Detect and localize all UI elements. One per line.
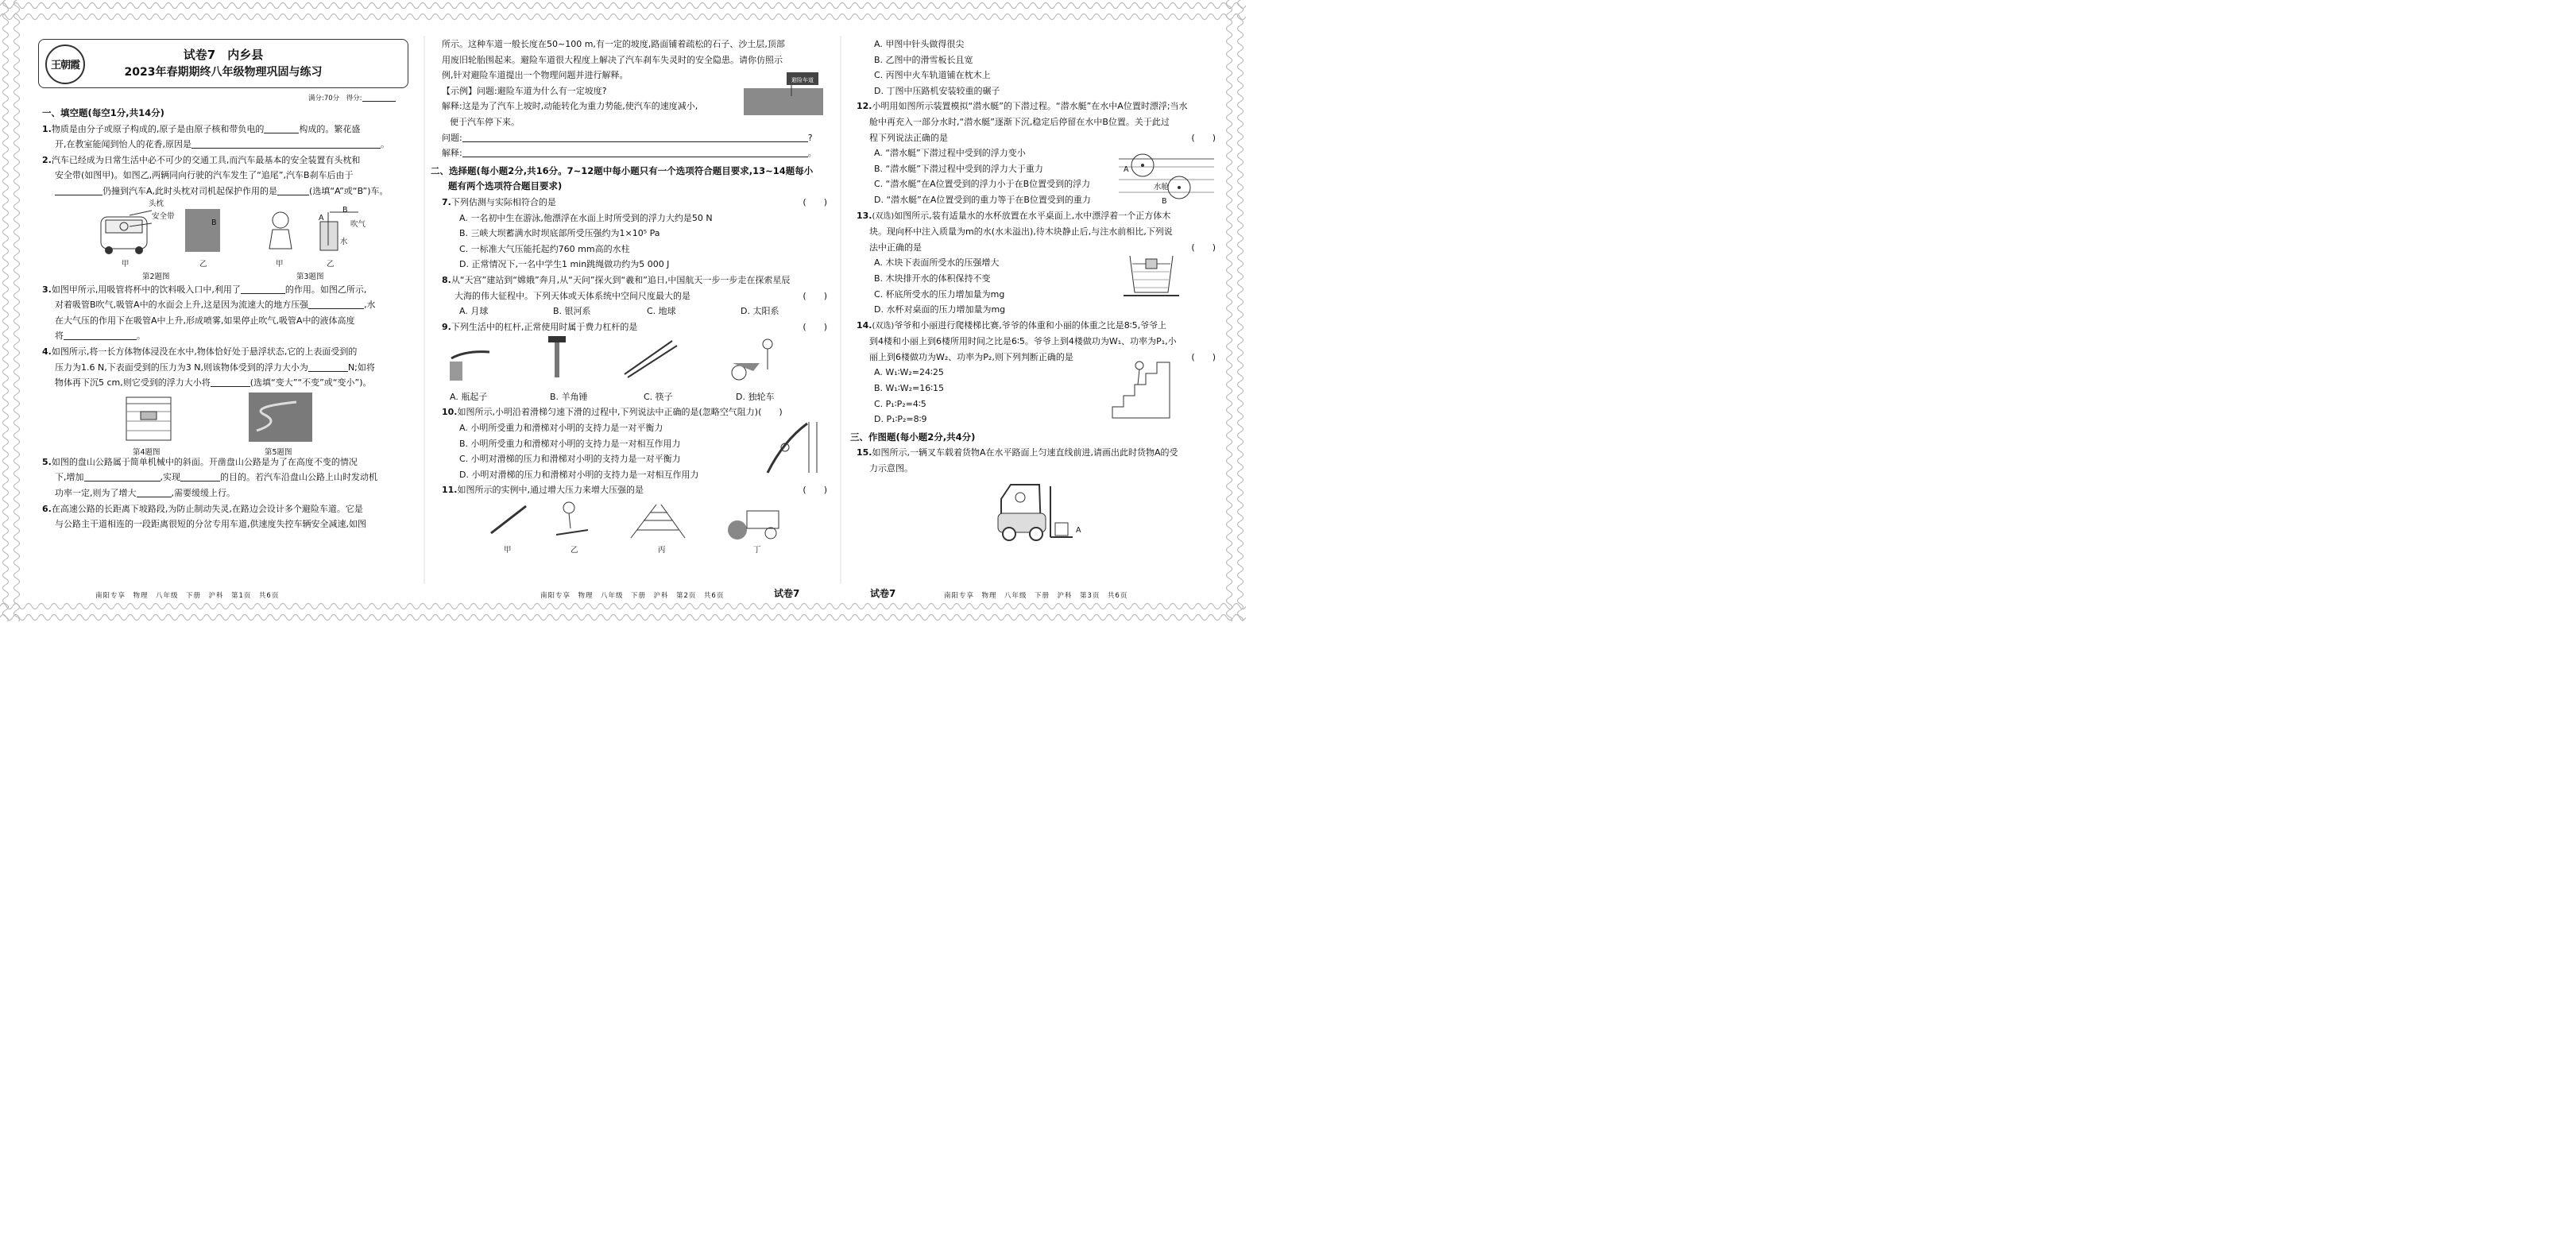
q11-option-d[interactable]: D. 丁图中压路机安装较重的碾子 <box>874 85 1000 96</box>
syringe-drawing <box>491 506 526 533</box>
wheelbarrow-drawing <box>732 339 772 380</box>
answer-blank[interactable] <box>211 376 250 387</box>
answer-blank[interactable] <box>180 470 220 482</box>
q14-option-c[interactable]: C. P₁∶P₂=4∶5 <box>874 398 926 409</box>
q13-option-b[interactable]: B. 木块排开水的体积保持不变 <box>874 273 991 284</box>
question-6-explain-line: 解释: 。 <box>442 148 817 159</box>
fig2-fig3-drawing <box>42 199 412 269</box>
fig4-caption: 第4题图 <box>133 447 161 457</box>
question-14: 14.(双选)爷爷和小丽进行爬楼梯比赛,爷爷的体重和小丽的体重之比是8∶5,爷爷上 <box>857 319 1167 331</box>
svg-text:避险车道: 避险车道 <box>791 76 814 83</box>
slide-drawing <box>760 417 823 474</box>
q8-option-d[interactable]: D. 太阳系 <box>741 306 779 317</box>
q10-option-d[interactable]: D. 小明对滑梯的压力和滑梯对小明的支持力是一对相互作用力 <box>459 469 699 480</box>
answer-blank[interactable] <box>241 283 285 294</box>
figures-2-3: 头枕 安全带 B 甲 乙 B A 吹气 水 甲 乙 <box>42 199 412 269</box>
footer-exam-number: 试卷7 <box>774 588 800 599</box>
q13-option-a[interactable]: A. 木块下表面所受水的压强增大 <box>874 257 1000 269</box>
cup-with-block-drawing <box>1124 253 1179 300</box>
fig5-caption: 第5题图 <box>265 447 292 457</box>
q11-option-a[interactable]: A. 甲图中针头做得很尖 <box>874 39 965 49</box>
q9-option-c[interactable]: C. 筷子 <box>644 391 673 402</box>
q12-option-b[interactable]: B. “潜水艇”下潜过程中受到的浮力大于重力 <box>874 163 1043 174</box>
q9-option-d[interactable]: D. 独轮车 <box>736 391 775 402</box>
footer-page-2: 南阳专享 物理 八年级 下册 沪科 第2页 共6页 <box>540 592 725 600</box>
q8-option-b[interactable]: B. 银河系 <box>553 306 591 317</box>
answer-blank[interactable] <box>308 298 364 309</box>
q14-option-d[interactable]: D. P₁∶P₂=8∶9 <box>874 414 927 425</box>
bottle-opener-drawing <box>450 352 489 381</box>
forklift-drawing <box>990 478 1085 542</box>
q13-option-d[interactable]: D. 水杯对桌面的压力增加量为mg <box>874 304 1006 315</box>
q13-option-c[interactable]: C. 杯底所受水的压力增加量为mg <box>874 288 1005 300</box>
q9-option-a[interactable]: A. 瓶起子 <box>450 391 488 402</box>
question-4: 4.如图所示,将一长方体物体浸没在水中,物体恰好处于悬浮状态,它的上表面受到的 <box>42 346 358 357</box>
answer-blank[interactable] <box>264 122 299 133</box>
question-3: 3.如图甲所示,用吸管将杯中的饮料吸入口中,利用了 的作用。如图乙所示, <box>42 284 367 295</box>
boy-drinking-drawing <box>273 212 288 228</box>
q10-option-b[interactable]: B. 小明所受重力和滑梯对小明的支持力是一对相互作用力 <box>459 438 681 449</box>
skier-drawing <box>556 502 588 535</box>
q9-option-b[interactable]: B. 羊角锤 <box>550 391 588 402</box>
q14-option-b[interactable]: B. W₁∶W₂=16∶15 <box>874 383 945 394</box>
q10-option-a[interactable]: A. 小明所受重力和滑梯对小明的支持力是一对平衡力 <box>459 423 663 434</box>
answer-blank[interactable] <box>64 329 137 340</box>
column-3: A. 甲图中针头做得很尖 B. 乙图中的滑雪板长且宽 C. 丙图中火车轨道铺在枕木上 D. 丁图中压路机安装较重的碾子 12.小明用如图所示装置模拟“潜水艇”的下潜过程。“潜水艇”在水中A位置时漂浮;当水 舱中再充入一部分水时,“潜水艇”逐渐下沉,稳定后停留在水中B位置。关于此过 程下列说法正确的是 ( ) A. “潜水艇”下潜过程中受到的浮力变小 B. “潜水艇”下潜过程中受到的浮力大于重力 C. “潜水艇”在A位置受到的浮力小于在B位置受到的浮力 D. “潜水艇”在A位置受到的重力等于在B位置受到的重力 A B 水舱 13.(双选)如图所示,装有适量水的水杯放置在水平桌面上,水中漂浮着一个正方体木 块。现向杯中注入质量为m的水(水未溢出),待木块静止后,与注水前相比,下列说 法中正确的是 ( ) A. 木块下表面所受水的压强增大 B. 木块排开水的体积保持不变 C. 杯底所受水的压力增加量为mg D. 水杯对桌面的压力增加量为mg 14.(双选)爷爷和小丽进行爬楼梯比赛,爷爷的体重和小丽的体重之比是8∶5,爷爷上 到4楼和小丽上到6楼所用时间之比是6∶5。爷爷上到4楼做功为W₁、功率为P₁,小 丽上到6楼做功为W₂、功率为P₂,则下列判断正确的是 ( ) A. W₁∶W₂=24∶25 B. W₁∶W₂=16∶15 C. P₁∶P₂=4∶5 D. P₁∶P₂=8∶9 三、作图题(每小题2分,共4分) 15.如图所示,一辆叉车载着货物A在水平路面上匀速直线前进,请画出此时货物A的受 力示意图。 A <box>857 37 1216 540</box>
exam-subtitle: 2023年春期期终八年级物理巩固与练习 <box>124 66 323 79</box>
q7-option-a[interactable]: A. 一名初中生在游泳,他漂浮在水面上时所受到的浮力大约是50 N <box>459 212 713 223</box>
road-roller-drawing <box>728 511 779 540</box>
q7-option-b[interactable]: B. 三峡大坝蓄满水时坝底部所受压强约为1×10⁵ Pa <box>459 228 660 239</box>
question-5: 5.如图的盘山公路属于简单机械中的斜面。开凿盘山公路是为了在高度不变的情况 <box>42 456 358 467</box>
q8-option-c[interactable]: C. 地球 <box>647 306 676 317</box>
answer-blank[interactable] <box>84 470 161 482</box>
footer-exam-number-right: 试卷7 <box>870 588 896 599</box>
fig4-tank-drawing <box>126 397 171 440</box>
fig5-mountain-road-photo <box>249 393 312 442</box>
chopsticks-drawing <box>625 341 677 377</box>
footer-page-1: 南阳专享 物理 八年级 下册 沪科 第1页 共6页 <box>95 592 280 600</box>
section-1-heading: 一、填空题(每空1分,共14分) <box>42 107 164 118</box>
cargo-a <box>1055 523 1068 536</box>
car-illustration <box>101 211 152 254</box>
column-2: 所示。这种车道一般长度在50~100 m,有一定的坡度,路面铺着疏松的石子、沙土层,顶部 用废旧轮胎围起来。避险车道很大程度上解决了汽车刹车失灵时的安全隐患。请你仿照示 例,针对避险车道提出一个物理问题并进行解释。 【示例】问题:避险车道为什么有一定坡度? 解释:这是为了汽车上坡时,动能转化为重力势能,使汽车的速度减小, 便于汽车停下来。 避险车道 问题: ? 解释: 。 二、选择题(每小题2分,共16分。7~12题中每小题只有一个选项符合题目要求,13~14题每小 题有两个选项符合题目要求) 7.下列估测与实际相符合的是 ( ) A. 一名初中生在游泳,他漂浮在水面上时所受到的浮力大约是50 N B. 三峡大坝蓄满水时坝底部所受压强约为1×10⁵ Pa C. 一标准大气压能托起约760 mm高的水柱 D. 正常情况下,一名中学生1 min跳绳做功约为5 000 J 8.从“天宫”建站到“嫦娥”奔月,从“天问”探火到“羲和”追日,中国航天一步一步走在探索星辰 大海的伟大征程中。下列天体或天体系统中空间尺度最大的是 ( ) A. 月球 B. 银河系 C. 地球 D. 太阳系 9.下列生活中的杠杆,正常使用时属于费力杠杆的是 ( ) A. 瓶起子 B. 羊角锤 C. 筷子 D. 独轮车 10.如图所示,小明沿着滑梯匀速下滑的过程中,下列说法中正确的是(忽略空气阻力)( ) A. 小明所受重力和滑梯对小明的支持力是一对平衡力 B. 小明所受重力和滑梯对小明的支持力是一对相互作用力 C. 小明对滑梯的压力和滑梯对小明的支持力是一对平衡力 D. 小明对滑梯的压力和滑梯对小明的支持力是一对相互作用力 11.如图所示的实例中,通过增大压力来增大压强的是 ( ) 甲 乙 丙 丁 <box>431 39 827 555</box>
question-2: 2.汽车已经成为日常生活中必不可少的交通工具,而汽车最基本的安全装置有头枕和 <box>42 154 361 165</box>
score-line: 满分:70分 得分: <box>308 91 396 102</box>
q8-option-a[interactable]: A. 月球 <box>459 306 489 317</box>
column-1: 一、填空题(每空1分,共14分) 1.物质是由分子或原子构成的,原子是由原子核和带负电的 构成的。繁花盛 开,在教室能闻到怡人的花香,原因是 。 2.汽车已经成为日常生活中必不可少的交通工具,而汽车最基本的安全装置有头枕和 安全带(如图甲)。如图乙,两辆同向行驶的汽车发生了“追尾”,汽车B刹车后由于 仍撞到汽车A,此时头枕对司机起保护作用的是 (选填“A”或“B”)车。 头枕 安全带 B 甲 乙 B A 吹气 水 甲 乙 第2题图 第3题图 3.如图甲所示,用吸管将杯中的饮料吸入口中,利用了 的作用。如图乙所示, 对着吸管B吹气,吸管A中的水面会上升,这是因为流速大的地方压强 ,水 在大气压的作用下在吸管A中上升,形成喷雾,如果停止吹气,吸管A中的液体高度 将 。 4.如图所示,将一长方体物体浸没在水中,物体恰好处于悬浮状态,它的上表面受到的 压力为1.6 N,下表面受到的压力为3 N,则该物体受到的浮力大小为 N;如将 物体再下沉5 cm,则它受到的浮力大小将 (选填“变大”“不变”或“变小”)。 第4题图 第5题图 5.如图的盘山公路属于简单机械中的斜面。开凿盘山公路是为了在高度不变的情况 下,增加 ,实现 的目的。若汽车沿盘山公路上山时发动机 功率一定,则为了增大 ,需要缓缓上行。 6.在高速公路的长距离下坡路段,为防止制动失灵,在路边会设计多个避险车道。它是 与公路主干道相连的一段距离很短的分岔专用车道,供速度失控车辆安全减速,如图 <box>42 103 412 532</box>
fig2-caption: 第2题图 <box>142 272 170 281</box>
question-13: 13.(双选)如图所示,装有适量水的水杯放置在水平桌面上,水中漂浮着一个正方体木 <box>857 210 1171 221</box>
q11-option-c[interactable]: C. 丙图中火车轨道铺在枕木上 <box>874 70 991 81</box>
q7-option-c[interactable]: C. 一标准大气压能托起约760 mm高的水柱 <box>459 243 630 254</box>
q12-option-d[interactable]: D. “潜水艇”在A位置受到的重力等于在B位置受到的重力 <box>874 194 1091 205</box>
answer-blank[interactable] <box>137 486 172 497</box>
answer-blank[interactable] <box>191 137 381 149</box>
q11-illustrations <box>442 498 827 543</box>
section-3-heading: 三、作图题(每小题2分,共4分) <box>850 431 976 443</box>
fig3-caption: 第3题图 <box>296 272 324 281</box>
q9-lever-illustrations <box>442 335 827 384</box>
section-2-heading: 二、选择题(每小题2分,共16分。7~12题中每小题只有一个选项符合题目要求,13~14题每小 <box>431 164 814 176</box>
exam-title: 试卷7 内乡县 <box>183 48 264 62</box>
question-12: 12.小明用如图所示装置模拟“潜水艇”的下潜过程。“潜水艇”在水中A位置时漂浮;当水 <box>857 101 1188 112</box>
railway-track-drawing <box>631 505 685 538</box>
figures-4-5 <box>42 391 412 457</box>
footer-page-3: 南阳专享 物理 八年级 下册 沪科 第3页 共6页 <box>944 592 1128 600</box>
answer-blank[interactable] <box>462 146 808 157</box>
question-6: 6.在高速公路的长距离下坡路段,为防止制动失灵,在路边会设计多个避险车道。它是 <box>42 503 363 514</box>
answer-blank[interactable] <box>277 184 309 195</box>
q10-option-c[interactable]: C. 小明对滑梯的压力和滑梯对小明的支持力是一对平衡力 <box>459 454 681 465</box>
answer-blank[interactable] <box>462 131 808 142</box>
publisher-logo: 王朝霞 <box>45 44 85 84</box>
runaway-ramp-photo <box>744 72 823 115</box>
question-1: 1.物质是由分子或原子构成的,原子是由原子核和带负电的 构成的。繁花盛 <box>42 123 361 134</box>
answer-blank[interactable] <box>55 184 102 195</box>
claw-hammer-drawing <box>548 336 566 377</box>
question-9: 9.下列生活中的杠杆,正常使用时属于费力杠杆的是 ( ) <box>442 321 827 332</box>
q11-option-b[interactable]: B. 乙图中的滑雪板长且宽 <box>874 54 973 65</box>
q14-option-a[interactable]: A. W₁∶W₂=24∶25 <box>874 367 944 378</box>
exam-header <box>38 39 408 88</box>
stairs-climbing-drawing <box>1109 354 1173 421</box>
question-15: 15.如图所示,一辆叉车载着货物A在水平路面上匀速直线前进,请画出此时货物A的受 <box>857 447 1178 458</box>
answer-blank[interactable] <box>308 361 348 372</box>
question-6-problem-line: 问题: ? <box>442 132 813 143</box>
question-8: 8.从“天宫”建站到“嫦娥”奔月,从“天问”探火到“羲和”追日,中国航天一步一步走在探索星辰 <box>442 274 791 285</box>
q12-option-c[interactable]: C. “潜水艇”在A位置受到的浮力小于在B位置受到的浮力 <box>874 179 1091 190</box>
q12-option-a[interactable]: A. “潜水艇”下潜过程中受到的浮力变小 <box>874 148 1026 159</box>
question-10: 10.如图所示,小明沿着滑梯匀速下滑的过程中,下列说法中正确的是(忽略空气阻力)( ) <box>442 407 783 418</box>
question-11: 11.如图所示的实例中,通过增大压力来增大压强的是 ( ) <box>442 485 827 496</box>
q7-option-d[interactable]: D. 正常情况下,一名中学生1 min跳绳做功约为5 000 J <box>459 259 670 270</box>
question-7: 7.下列估测与实际相符合的是 ( ) <box>442 196 827 207</box>
